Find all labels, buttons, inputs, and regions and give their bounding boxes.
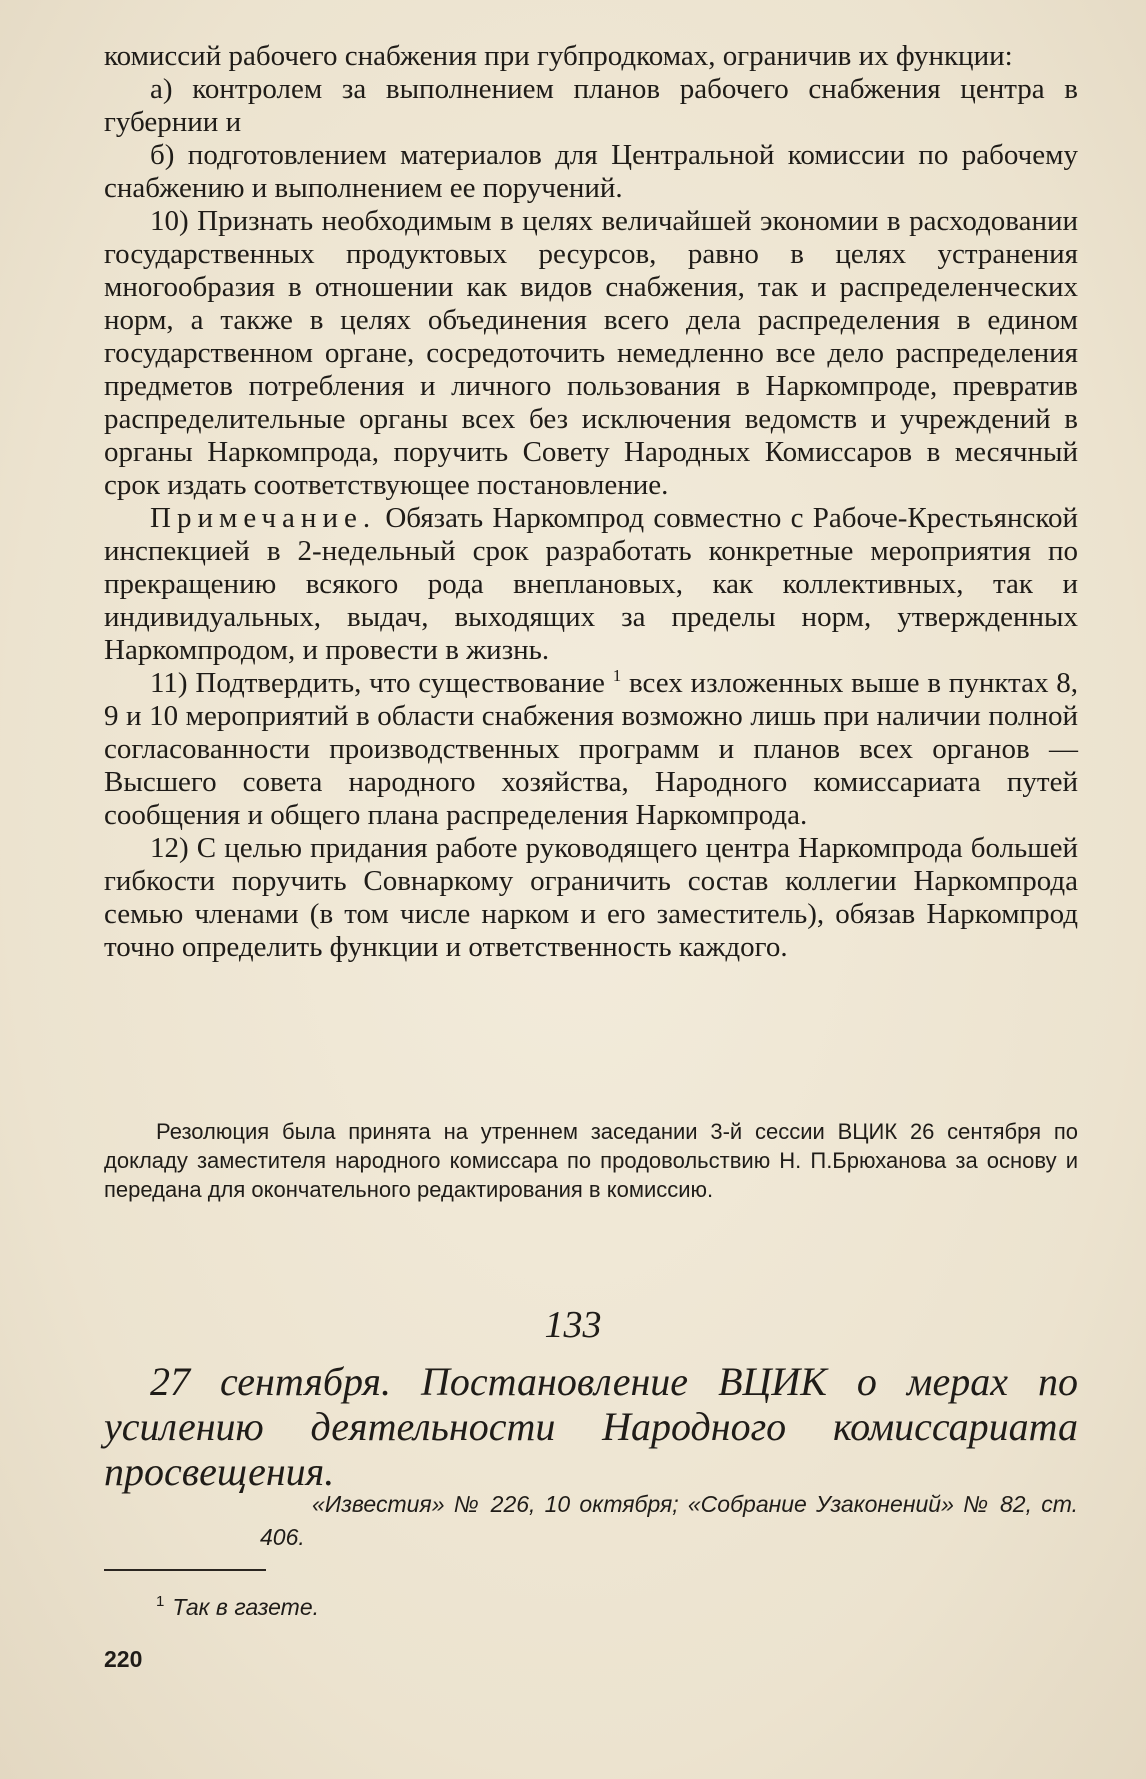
main-text (104, 40, 1078, 964)
paragraph-item-11 (104, 667, 1078, 832)
paragraph-item-b: б) подготовлением материалов для Центральной комиссии по рабочему снабжению и выполнением ее поручений. (104, 139, 1078, 204)
document-title-text: 27 сентября. Постановление ВЦИК о мерах по усилению деятельности Народного комиссариата просвещения. (104, 1359, 1078, 1494)
footnote-text: Так в газете. (172, 1594, 320, 1620)
item-11-before: 11) Подтвердить, что существование (150, 667, 605, 699)
page-number: 220 (104, 1646, 143, 1672)
paragraph-item-10: 10) Признать необходимым в целях величайшей экономии в расходовании государственных продуктовых ресурсов, равно в целях устранения многообразия в отношении как видов снабжения, так и распределенческих норм, а также в целях объединения всего дела распределения в едином государственном органе, сосредоточить немедленно все дело распределения предметов потребления и личного пользования в Наркомпроде, превратив распределительные органы всех без исключения ведомств и учреждений в органы Наркомпрода, поручить Совету Народных Комиссаров в месячный срок издать соответствующее постановление. (104, 205, 1078, 501)
paragraph-item-a: а) контролем за выполнением планов рабочего снабжения центра в губернии и (104, 73, 1078, 138)
document-number: 133 (544, 1304, 602, 1346)
item-11-after: всех изложенных выше в пунктах 8, 9 и 10 мероприятий в области снабжения возможно лишь при наличии полной согласованности производственных программ и планов всех органов — Высшего совета народного хозяйства, Народного комиссариата путей сообщения и общего плана распределения Наркомпрода. (104, 667, 1079, 831)
document-title (104, 1359, 1078, 1494)
footnote-reference: 1 (612, 666, 622, 685)
note-label: Примечание. (150, 502, 377, 534)
paragraph-item-12: 12) С целью придания работе руководящего центра Наркомпрода большей гибкости поручить Совнаркому ограничить состав коллегии Наркомпрода семью членами (в том числе нарком и его заместитель), обязав Наркомпрод точно определить функции и ответственность каждого. (104, 832, 1078, 963)
footnote-divider (104, 1569, 266, 1571)
paragraph-note (104, 502, 1078, 667)
document-sources-text: «Известия» № 226, 10 октября; «Собрание Узаконений» № 82, ст. 406. (260, 1491, 1078, 1550)
resolution-note (104, 1117, 1078, 1204)
document-sources (104, 1488, 1078, 1554)
resolution-note-text: Резолюция была принята на утреннем заседании 3-й сессии ВЦИК 26 сентября по докладу заместителя народного комиссара по продовольствию Н. П.Брюханова за основу и передана для окончательного редактирования в комиссию. (104, 1119, 1078, 1202)
footnote-mark: 1 (156, 1593, 165, 1610)
paragraph-continuation: комиссий рабочего снабжения при губпродкомах, ограничив их функции: (104, 40, 1013, 72)
footnote (156, 1593, 319, 1621)
note-text: Обязать Наркомпрод совместно с Рабоче-Крестьянской инспекцией в 2-недельный срок разработать конкретные мероприятия по прекращению всякого рода внеплановых, как коллективных, так и индивидуальных, выдач, выходящих за пределы норм, утвержденных Наркомпродом, и провести в жизнь. (104, 502, 1078, 666)
